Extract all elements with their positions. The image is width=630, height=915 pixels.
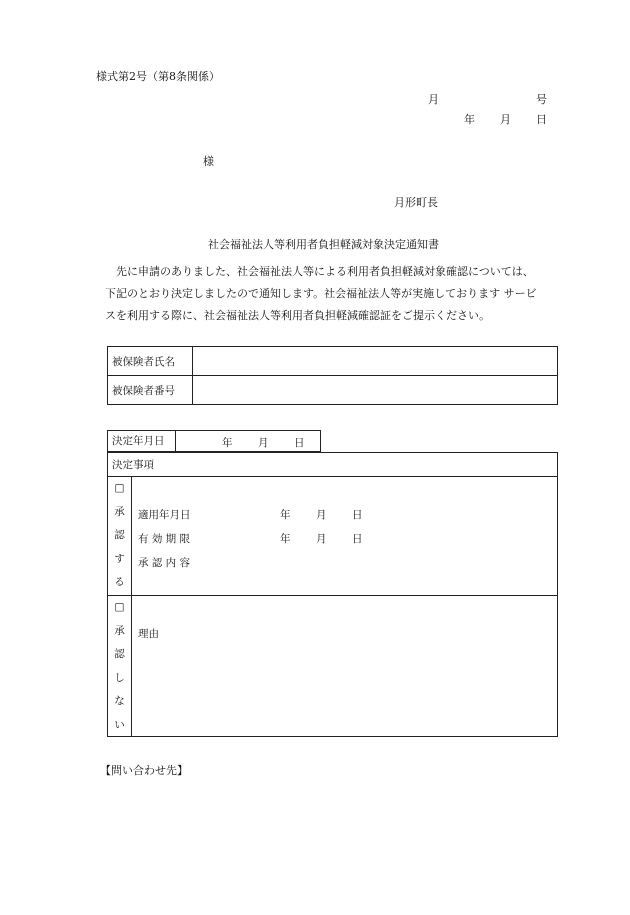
approve-char: 承 (114, 505, 125, 518)
issuer: 月形町長 (394, 196, 438, 209)
decision-date-label: 決定年月日 (108, 431, 176, 451)
validity-year: 年 (280, 533, 291, 545)
approve-checkbox[interactable]: □ (114, 482, 125, 494)
decision-header: 決定事項 (108, 453, 557, 477)
body-line: 先に申請のありました、社会福祉法人等による利用者負担軽減対象確認については、 (116, 265, 534, 278)
reject-char: 認 (114, 648, 125, 660)
reject-section (108, 596, 557, 736)
reject-char: し (114, 671, 125, 684)
apply-date-month: 月 (316, 509, 327, 521)
apply-date-label: 適用年月日 (138, 509, 191, 521)
approval-content-label: 承 認 内 容 (138, 557, 191, 569)
validity-day: 日 (352, 533, 363, 545)
reject-char: 承 (114, 624, 125, 637)
approve-vertical-label (108, 477, 132, 595)
addressee-suffix: 様 (203, 155, 214, 168)
body-line: 下記のとおり決定しましたので通知します。社会福祉法人等が実施しております サービ (105, 287, 537, 300)
insured-number-field[interactable] (193, 376, 558, 405)
form-number: 様式第2号（第8条関係） (96, 70, 220, 83)
issue-date-day: 日 (536, 113, 547, 126)
reject-vertical-label (108, 596, 132, 736)
apply-date-day: 日 (352, 509, 363, 521)
doc-ref-number: 号 (536, 93, 547, 106)
approve-char: す (114, 552, 125, 565)
applicant-table (107, 346, 558, 405)
reject-checkbox[interactable]: □ (114, 601, 125, 613)
insured-name-field[interactable] (193, 347, 558, 376)
approve-section (108, 477, 557, 596)
issue-date-month: 月 (500, 113, 511, 126)
issue-date-year: 年 (464, 113, 475, 126)
decision-date-year: 年 (222, 437, 233, 449)
contact-label: 【問い合わせ先】 (100, 764, 188, 777)
validity-month: 月 (316, 533, 327, 545)
reject-char: な (114, 695, 125, 707)
doc-ref-month: 月 (428, 93, 439, 106)
body-line: スを利用する際に、社会福祉法人等利用者負担軽減確認証をご提示ください。 (105, 309, 490, 322)
decision-box (107, 452, 558, 737)
insured-number-label: 被保険者番号 (108, 376, 193, 405)
decision-date-day: 日 (294, 437, 305, 449)
insured-name-label: 被保険者氏名 (108, 347, 193, 376)
approve-char: 認 (114, 529, 125, 541)
apply-date-year: 年 (280, 509, 291, 521)
approve-char: る (114, 576, 125, 588)
reject-char: い (114, 718, 125, 731)
body-text (105, 261, 575, 327)
validity-label: 有 効 期 限 (138, 533, 191, 545)
reason-label: 理由 (138, 628, 159, 640)
decision-date-box (107, 430, 321, 452)
decision-date-month: 月 (258, 437, 269, 449)
document-title: 社会福祉法人等利用者負担軽減対象決定通知書 (208, 238, 439, 251)
